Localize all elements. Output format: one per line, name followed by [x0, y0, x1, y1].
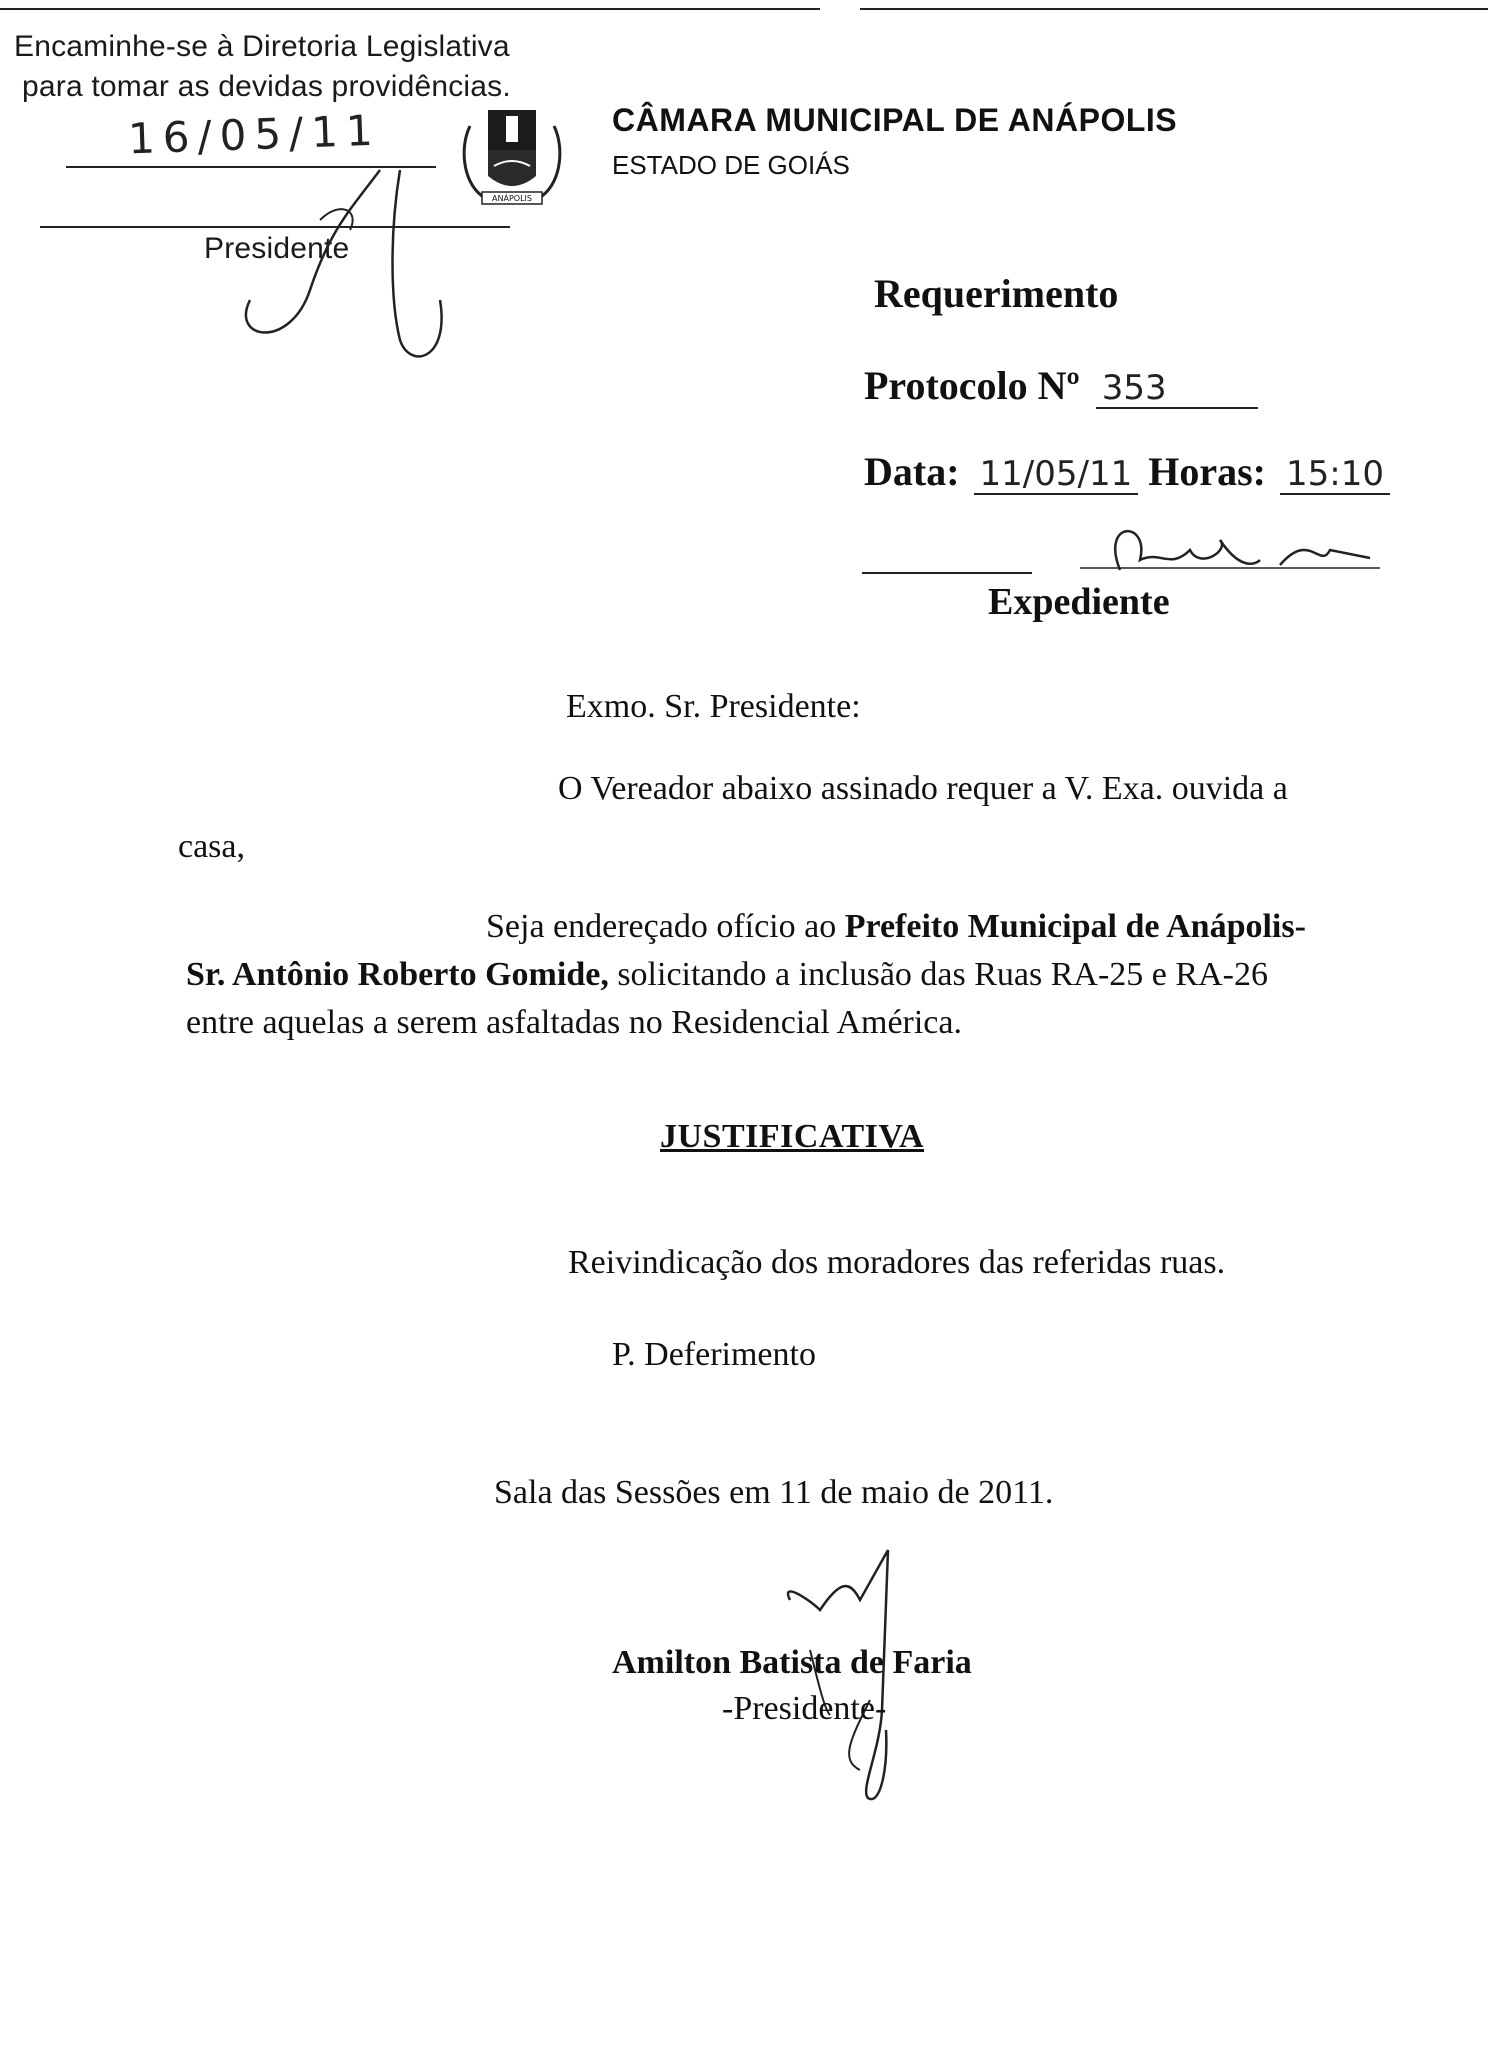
stamp-handwritten-date: 16/05/11: [127, 105, 382, 164]
signatory-name: Amilton Batista de Faria: [612, 1644, 972, 1681]
protocol-label: Protocolo Nº: [864, 363, 1080, 408]
top-border-line-right: [860, 8, 1488, 10]
intro-line-1: O Vereador abaixo assinado requer a V. Exa. ouvida a: [558, 770, 1288, 807]
justification-text: Reivindicação dos moradores das referidas ruas.: [568, 1244, 1226, 1281]
state-name: ESTADO DE GOIÁS: [612, 150, 850, 180]
closing: P. Deferimento: [612, 1336, 816, 1373]
crest-label: ANÁPOLIS: [492, 194, 532, 203]
signatory-role: -Presidente-: [722, 1690, 887, 1727]
date-hours-line: [864, 448, 1390, 495]
request-prefix: Seja endereçado ofício ao: [486, 908, 837, 945]
institution-name: CÂMARA MUNICIPAL DE ANÁPOLIS: [612, 102, 1178, 138]
document-title: Requerimento: [874, 271, 1119, 316]
request-line-3: entre aquelas a serem asfaltadas no Residencial América.: [186, 1004, 962, 1041]
request-line-2: [186, 956, 1268, 994]
request-recipient-name: Sr. Antônio Roberto Gomide,: [186, 956, 609, 993]
place-date: Sala das Sessões em 11 de maio de 2011.: [494, 1474, 1054, 1511]
date-value: 11/05/11: [974, 456, 1139, 495]
protocol-line: [864, 362, 1258, 409]
stamp-role: Presidente: [204, 232, 350, 265]
date-label: Data:: [864, 449, 960, 494]
request-line-2-text: solicitando a inclusão das Ruas RA-25 e RA-26: [617, 956, 1268, 993]
request-line-1: [486, 908, 1306, 946]
protocol-number: 353: [1096, 370, 1258, 409]
expediente-label: Expediente: [988, 581, 1170, 623]
top-border-line: [0, 8, 820, 10]
salutation: Exmo. Sr. Presidente:: [566, 688, 861, 725]
hours-value: 15:10: [1280, 456, 1390, 495]
stamp-line-2: para tomar as devidas providências.: [22, 70, 511, 103]
hours-label: Horas:: [1148, 449, 1266, 494]
expediente-rule: [862, 572, 1032, 574]
stamp-line-1: Encaminhe-se à Diretoria Legislativa: [14, 30, 510, 63]
intro-line-2: casa,: [178, 828, 246, 865]
stamp-signature: [230, 150, 460, 370]
justification-title: JUSTIFICATIVA: [660, 1118, 925, 1155]
municipal-crest-icon: [452, 96, 572, 216]
request-recipient: Prefeito Municipal de Anápolis-: [844, 908, 1306, 945]
